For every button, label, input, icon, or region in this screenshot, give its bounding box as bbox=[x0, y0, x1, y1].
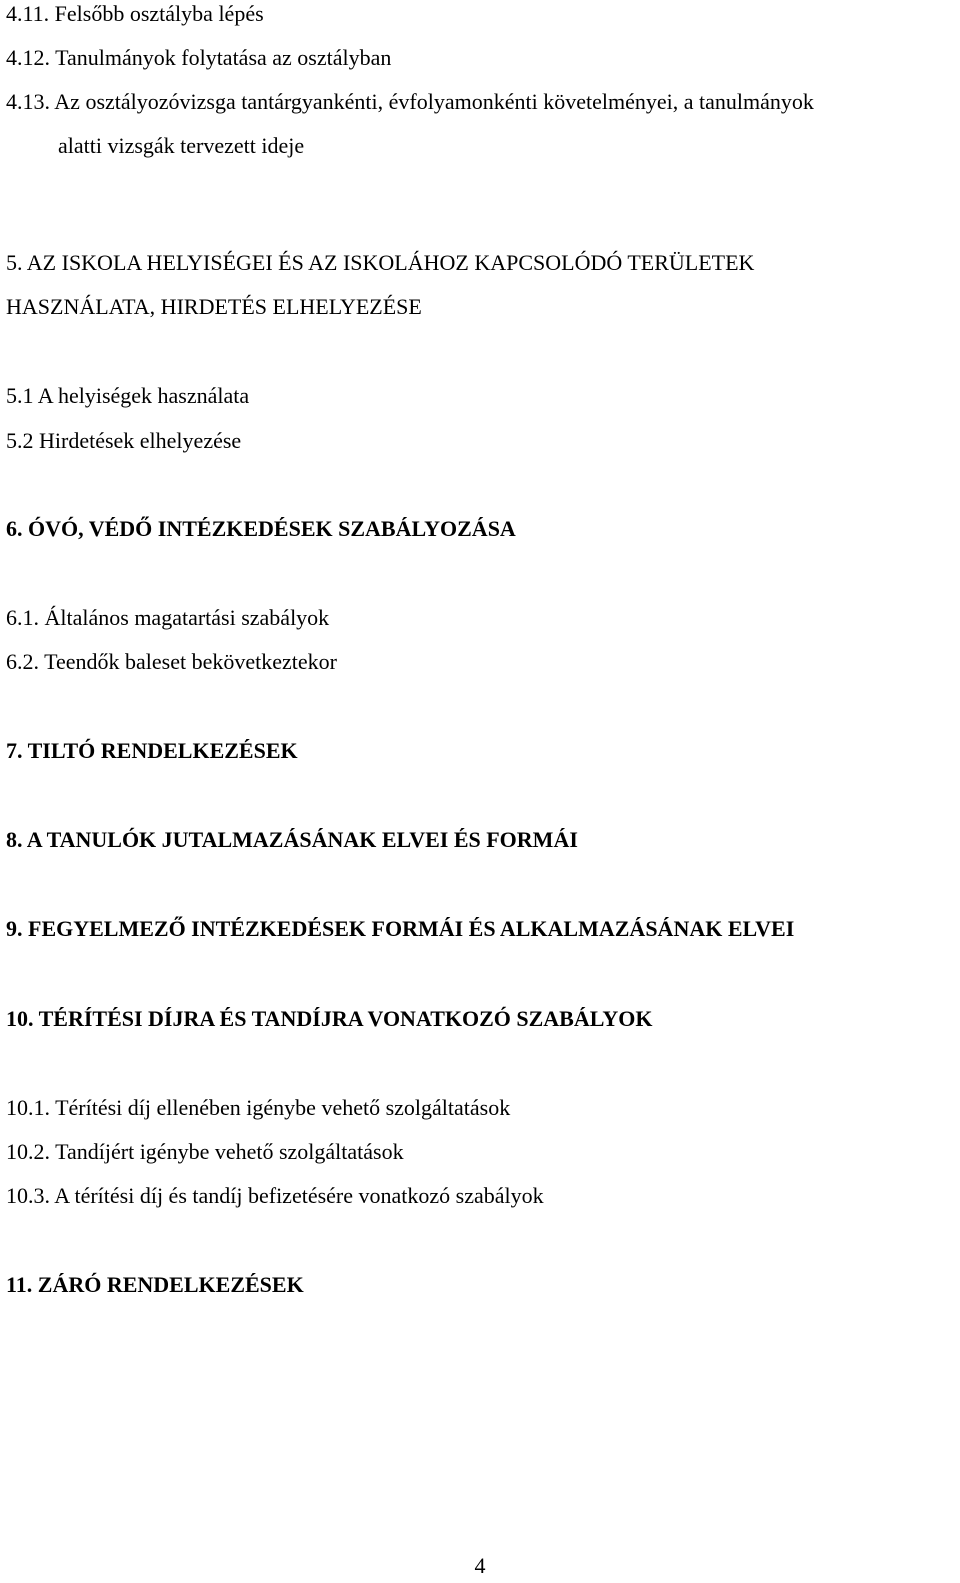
toc-item-6-2: 6.2. Teendők baleset bekövetkeztekor bbox=[6, 649, 337, 674]
toc-item-6-1: 6.1. Általános magatartási szabályok bbox=[6, 605, 330, 630]
toc-item-5-1: 5.1 A helyiségek használata bbox=[6, 383, 250, 408]
toc-item-10-3: 10.3. A térítési díj és tandíj befizetésére vonatkozó szabályok bbox=[6, 1183, 544, 1208]
toc-section-8: 8. A TANULÓK JUTALMAZÁSÁNAK ELVEI ÉS FORMÁI bbox=[6, 827, 578, 852]
toc-item-4-12: 4.12. Tanulmányok folytatása az osztályban bbox=[6, 45, 392, 70]
toc-section-5-continuation: HASZNÁLATA, HIRDETÉS ELHELYEZÉSE bbox=[6, 294, 422, 319]
toc-section-7: 7. TILTÓ RENDELKEZÉSEK bbox=[6, 738, 298, 763]
toc-item-4-13-continuation: alatti vizsgák tervezett ideje bbox=[58, 133, 305, 158]
toc-item-4-13: 4.13. Az osztályozóvizsga tantárgyankénti, évfolyamonkénti követelményei, a tanulmányok bbox=[6, 89, 814, 114]
toc-item-10-1: 10.1. Térítési díj ellenében igénybe vehető szolgáltatások bbox=[6, 1095, 511, 1120]
toc-section-11: 11. ZÁRÓ RENDELKEZÉSEK bbox=[6, 1272, 304, 1297]
toc-item-4-11: 4.11. Felsőbb osztályba lépés bbox=[6, 1, 264, 26]
toc-section-10: 10. TÉRÍTÉSI DÍJRA ÉS TANDÍJRA VONATKOZÓ SZABÁLYOK bbox=[6, 1006, 653, 1031]
toc-section-9: 9. FEGYELMEZŐ INTÉZKEDÉSEK FORMÁI ÉS ALKALMAZÁSÁNAK ELVEI bbox=[6, 916, 795, 941]
toc-item-10-2: 10.2. Tandíjért igénybe vehető szolgáltatások bbox=[6, 1139, 404, 1164]
toc-item-5-2: 5.2 Hirdetések elhelyezése bbox=[6, 428, 242, 453]
toc-section-5: 5. AZ ISKOLA HELYISÉGEI ÉS AZ ISKOLÁHOZ KAPCSOLÓDÓ TERÜLETEK bbox=[6, 250, 755, 275]
page-number: 4 bbox=[474, 1553, 486, 1578]
toc-section-6: 6. ÓVÓ, VÉDŐ INTÉZKEDÉSEK SZABÁLYOZÁSA bbox=[6, 516, 516, 541]
